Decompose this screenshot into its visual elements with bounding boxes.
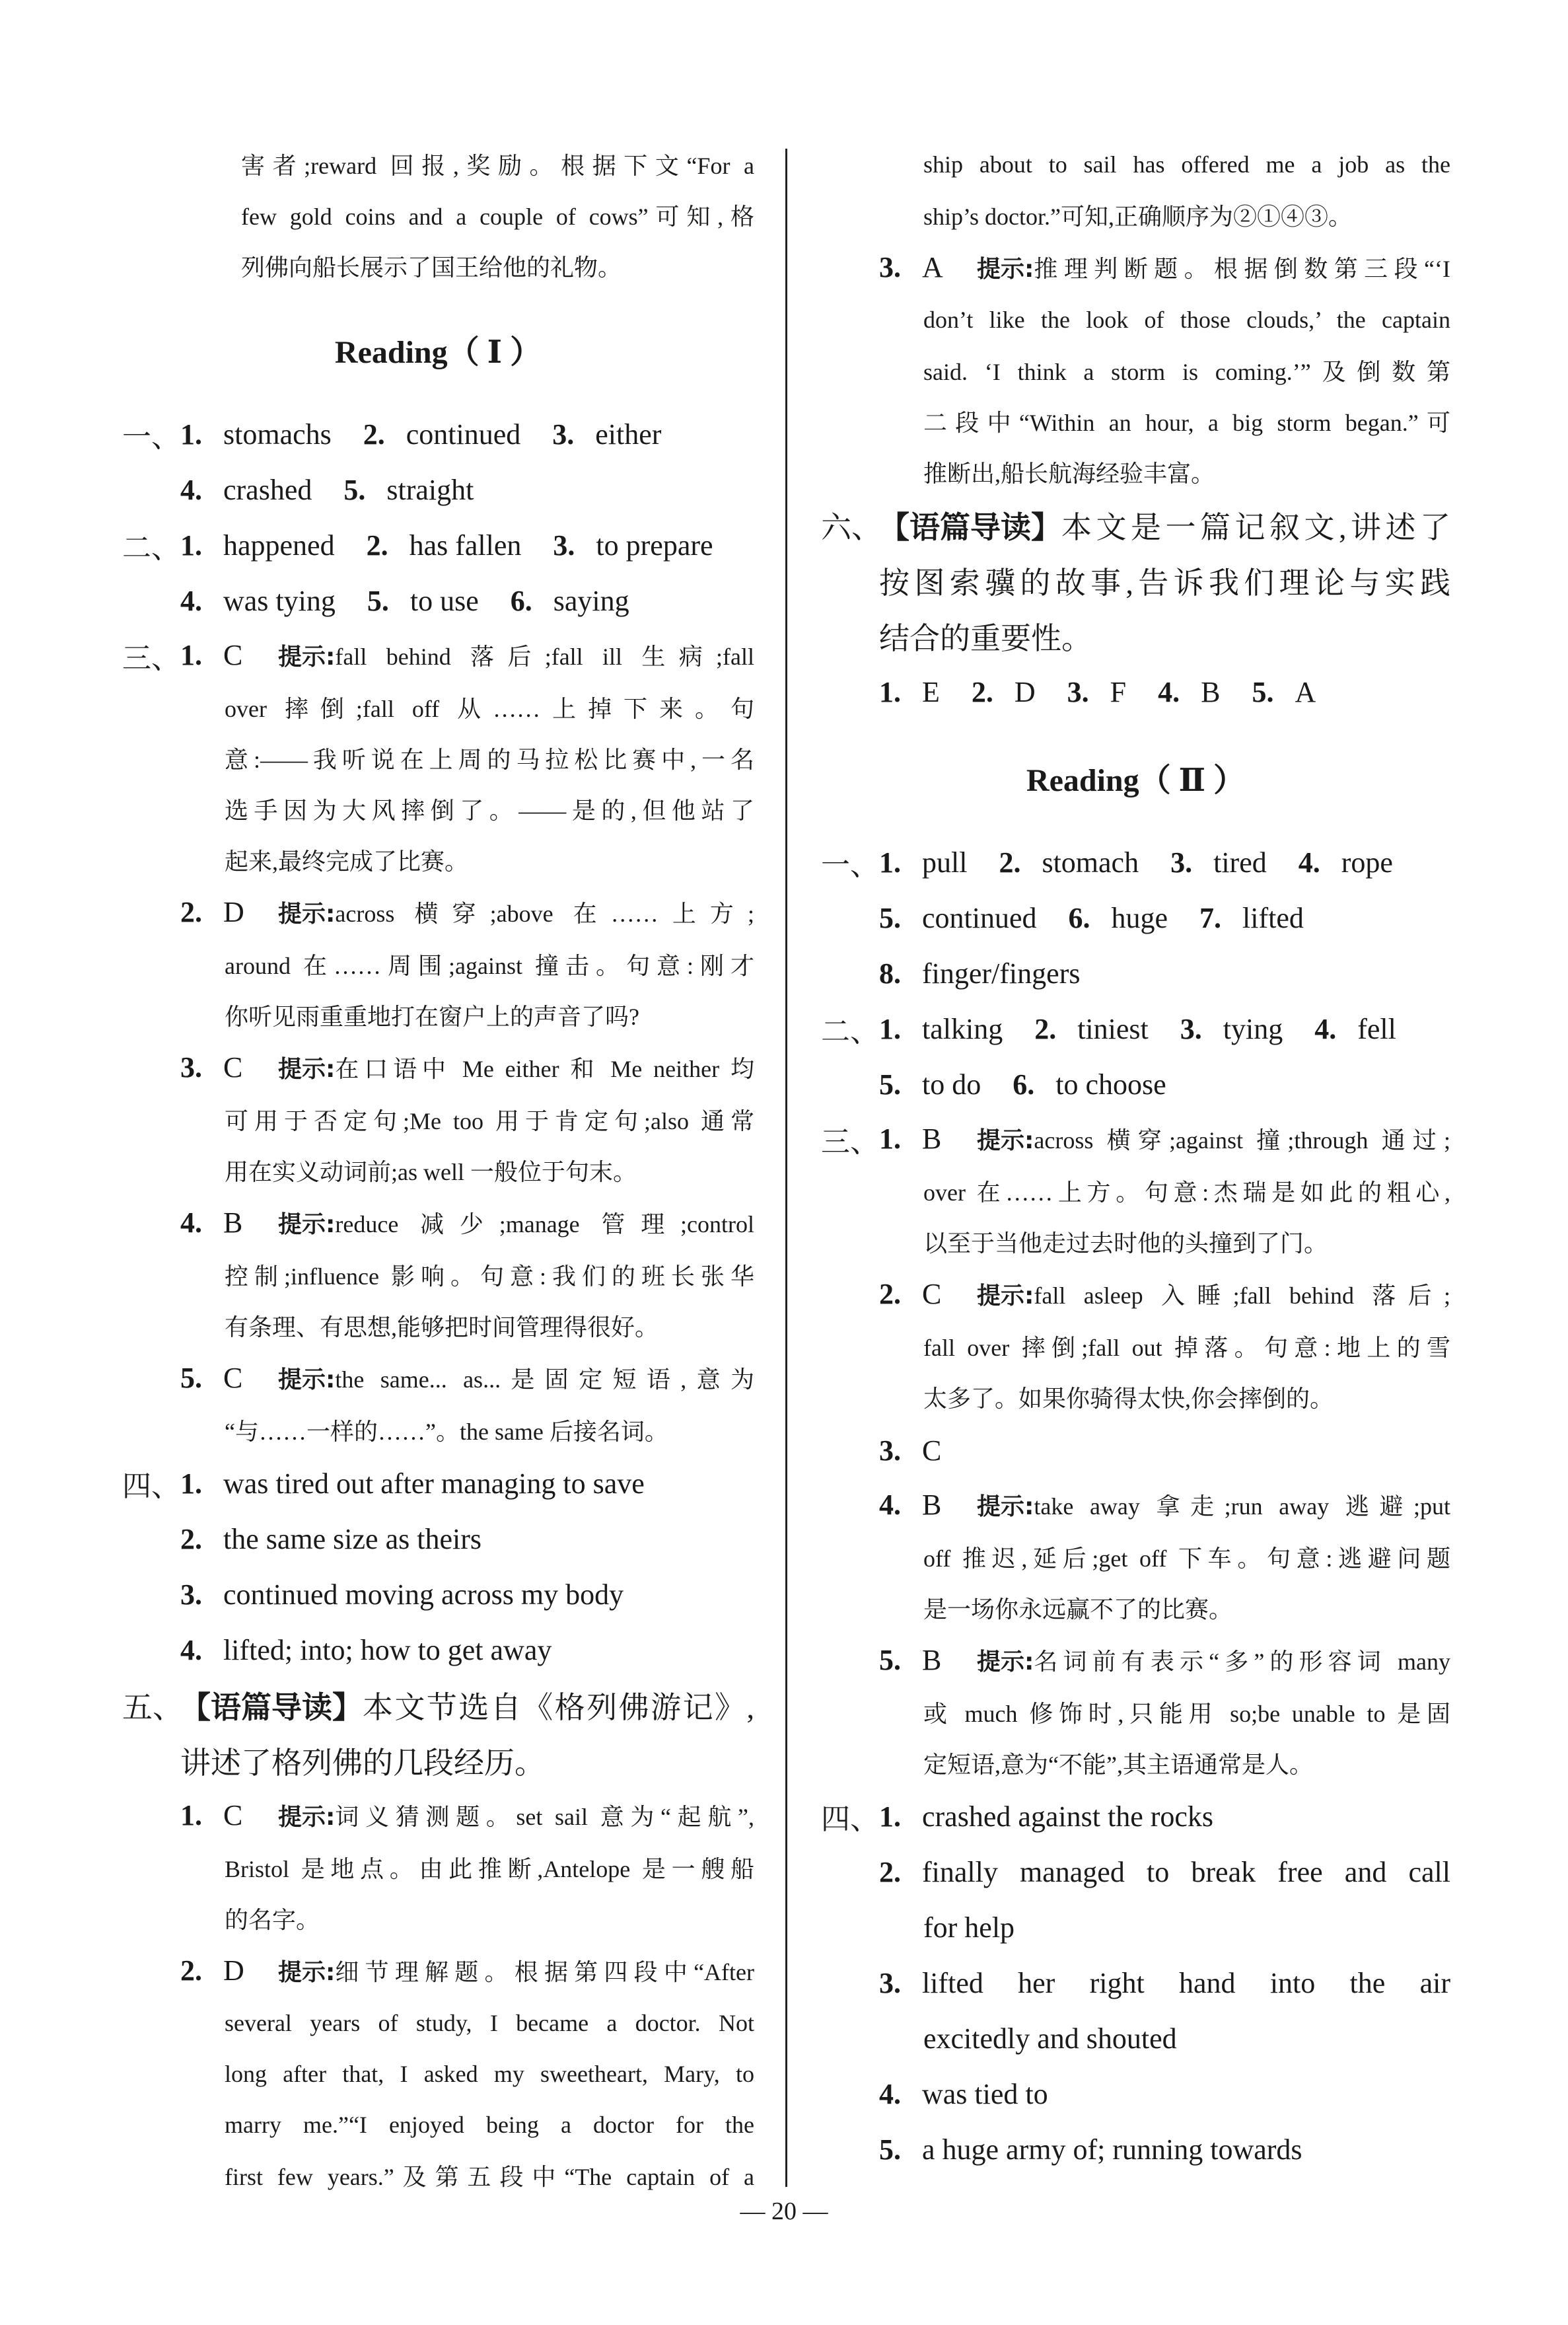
answer-text: to use xyxy=(410,584,479,617)
answer-choice: C xyxy=(922,1278,942,1310)
hint-text: 列佛向船长展示了国王给他的礼物。 xyxy=(241,254,622,281)
answer-item xyxy=(122,1196,754,1249)
answer-row xyxy=(122,573,754,628)
hint-text: ship’s doctor.”可知,正确顺序为②①④③。 xyxy=(923,203,1352,230)
hint-line xyxy=(821,1582,1450,1633)
hint-line xyxy=(821,1321,1450,1372)
question-number: 2. xyxy=(180,896,202,928)
answer-choice: C xyxy=(922,1434,942,1467)
hint-label: 提示: xyxy=(977,256,1034,283)
hint-line xyxy=(122,733,754,784)
answer-row xyxy=(821,664,1450,720)
answer-text: talking xyxy=(922,1012,1003,1045)
answer-choice: C xyxy=(223,1799,243,1831)
answer-text: crashed xyxy=(223,473,312,506)
answer-text: to do xyxy=(922,1068,981,1101)
answer-text: for help xyxy=(923,1911,1015,1944)
hint-text: over 在……上方。句意:杰瑞是如此的粗心, xyxy=(923,1179,1450,1206)
hint-text: 细节理解题。根据第四段中“After xyxy=(335,1959,754,1985)
hint-line xyxy=(122,990,754,1041)
answer-item xyxy=(821,1267,1450,1321)
hint-text: ship about to sail has offered me a job as the xyxy=(923,151,1450,178)
hint-line xyxy=(122,1997,754,2048)
hint-label: 提示: xyxy=(977,1127,1034,1154)
guide-line xyxy=(821,553,1450,609)
hint-text: fall over 摔倒;fall out 掉落。句意:地上的雪 xyxy=(923,1335,1450,1361)
hint-line xyxy=(122,1842,754,1893)
hint-line xyxy=(821,1738,1450,1789)
answer-item xyxy=(122,1944,754,1997)
answer-text: finally managed to break free and call xyxy=(922,1855,1450,1888)
answer-item xyxy=(821,1633,1450,1687)
question-number: 3. xyxy=(879,251,901,283)
hint-label: 提示: xyxy=(278,901,336,928)
answer-text: was tired out after managing to save xyxy=(223,1467,645,1500)
hint-text: 害者;reward 回报,奖励。根据下文“For a xyxy=(241,153,754,179)
hint-label: 提示: xyxy=(278,1056,336,1083)
answer-text: F xyxy=(1110,675,1127,708)
answer-choice: B xyxy=(223,1206,243,1239)
hint-line xyxy=(122,1094,754,1145)
answer-text: tired xyxy=(1213,846,1267,879)
hint-text: 控制;influence 影响。句意:我们的班长张华 xyxy=(225,1263,754,1290)
answer-text: excitedly and shouted xyxy=(923,2022,1177,2055)
hint-text: off 推迟,延后;get off 下车。句意:逃避问题 xyxy=(923,1545,1450,1572)
answer-text: stomachs xyxy=(223,418,332,451)
hint-line xyxy=(821,139,1450,190)
hint-line xyxy=(122,1300,754,1351)
answer-text: fell xyxy=(1357,1012,1396,1045)
answer-text: was tied to xyxy=(922,2077,1048,2110)
answer-text: lifted; into; how to get away xyxy=(223,1633,552,1666)
hint-text: 用在实义动词前;as well 一般位于句末。 xyxy=(225,1159,637,1185)
answer-text: to choose xyxy=(1055,1068,1166,1101)
hint-line xyxy=(122,1893,754,1944)
answer-text: either xyxy=(595,418,662,451)
hint-label: 提示: xyxy=(278,1804,336,1831)
question-number: 3. xyxy=(180,1578,202,1611)
answer-text: A xyxy=(1295,675,1316,708)
section-number: 五、 xyxy=(122,1691,183,1724)
hint-text: don’t like the look of those clouds,’ the captain xyxy=(923,306,1450,333)
hint-line xyxy=(821,1532,1450,1582)
answer-row xyxy=(821,890,1450,945)
hint-text: several years of study, I became a doctor. Not xyxy=(225,2009,754,2036)
guide-label: 【语篇导读】 xyxy=(180,1689,363,1725)
hint-text: 或 much 修饰时,只能用 so;be unable to 是固 xyxy=(923,1701,1450,1727)
question-number: 4. xyxy=(1298,846,1320,879)
hint-text: 在口语中 Me either 和 Me neither 均 xyxy=(335,1056,754,1082)
guide-text: 本文节选自《格列佛游记》, xyxy=(363,1691,754,1724)
hint-text: few gold coins and a couple of cows”可知,格 xyxy=(241,203,754,230)
answer-item xyxy=(821,1478,1450,1532)
question-number: 3. xyxy=(180,1051,202,1084)
question-number: 8. xyxy=(879,957,901,990)
question-number: 4. xyxy=(1314,1012,1337,1045)
guide-text: 讲述了格列佛的几段经历。 xyxy=(180,1746,545,1780)
answer-item xyxy=(821,1112,1450,1165)
hint-text: around 在……周围;against 撞击。句意:刚才 xyxy=(225,953,754,979)
question-number: 5. xyxy=(879,901,901,934)
answer-choice: C xyxy=(223,1051,243,1084)
question-number: 1. xyxy=(180,1799,202,1831)
question-number: 6. xyxy=(1013,1068,1035,1101)
hint-text: reduce 减少;manage 管理;control xyxy=(335,1211,754,1237)
answer-choice: B xyxy=(922,1644,942,1676)
section-heading: Reading（ Ⅱ ） xyxy=(1026,762,1246,798)
section-number: 四、 xyxy=(821,1803,879,1835)
hint-text: Bristol 是地点。由此推断,Antelope 是一艘船 xyxy=(225,1856,754,1882)
answer-text: a huge army of; running towards xyxy=(922,2133,1302,2166)
answer-text: the same size as theirs xyxy=(223,1522,481,1555)
guide-line xyxy=(821,609,1450,664)
question-number: 4. xyxy=(879,1489,901,1521)
answer-item xyxy=(821,2066,1450,2122)
left-column xyxy=(122,139,754,2201)
answer-choice: A xyxy=(922,251,943,283)
hint-line xyxy=(122,1145,754,1196)
question-number: 5. xyxy=(180,1362,202,1394)
hint-label: 提示: xyxy=(278,1366,336,1393)
hint-text: 定短语,意为“不能”,其主语通常是人。 xyxy=(923,1752,1313,1778)
hint-label: 提示: xyxy=(977,1282,1034,1310)
question-number: 5. xyxy=(879,2133,901,2166)
hint-text: 你听见雨重重地打在窗户上的声音了吗? xyxy=(225,1004,639,1030)
answer-item xyxy=(821,240,1450,294)
question-number: 1. xyxy=(879,1123,901,1155)
hint-line xyxy=(821,1165,1450,1216)
section-number: 三、 xyxy=(821,1125,879,1158)
hint-line xyxy=(122,139,754,190)
page-number: — 20 — xyxy=(740,2197,828,2225)
answer-text: continued moving across my body xyxy=(223,1578,624,1611)
hint-label: 提示: xyxy=(278,1211,336,1238)
answer-row xyxy=(122,517,754,573)
hint-line xyxy=(122,190,754,240)
hint-text: 推理判断题。根据倒数第三段“‘I xyxy=(1034,256,1450,282)
hint-text: fall behind 落后;fall ill 生病;fall xyxy=(335,644,754,670)
answer-choice: B xyxy=(922,1489,942,1521)
hint-text: over 摔倒;fall off 从……上掉下来。句 xyxy=(225,696,754,722)
question-number: 1. xyxy=(879,846,901,879)
question-number: 3. xyxy=(879,1434,901,1467)
answer-text: continued xyxy=(922,901,1037,934)
section-number: 三、 xyxy=(122,642,180,675)
hint-text: fall asleep 入睡;fall behind 落后; xyxy=(1034,1282,1450,1309)
question-number: 4. xyxy=(180,1206,202,1239)
hint-text: marry me.”“I enjoyed being a doctor for the xyxy=(225,2111,754,2138)
answer-row xyxy=(821,1056,1450,1112)
answer-item xyxy=(821,1955,1450,2011)
answer-text: E xyxy=(922,675,940,708)
question-number: 3. xyxy=(553,529,575,562)
hint-text: 太多了。如果你骑得太快,你会摔倒的。 xyxy=(923,1385,1334,1412)
answer-choice: C xyxy=(223,639,243,671)
reading-guide xyxy=(122,1678,754,1733)
guide-text: 结合的重要性。 xyxy=(879,622,1092,655)
answer-text: tiniest xyxy=(1077,1012,1149,1045)
question-number: 2. xyxy=(999,846,1021,879)
guide-text: 本文是一篇记叙文,讲述了 xyxy=(1061,511,1450,544)
answer-text: finger/fingers xyxy=(922,957,1081,990)
section-number: 六、 xyxy=(821,511,882,544)
answer-item xyxy=(122,1041,754,1094)
question-number: 4. xyxy=(180,1633,202,1666)
answer-item xyxy=(821,1844,1450,1900)
question-number: 4. xyxy=(879,2077,901,2110)
hint-text: said. ‘I think a storm is coming.’”及倒数第 xyxy=(923,359,1450,385)
reading-guide xyxy=(821,498,1450,553)
answer-text: was tying xyxy=(223,584,336,617)
hint-line xyxy=(122,939,754,990)
answer-text: lifted xyxy=(1242,901,1304,934)
question-number: 2. xyxy=(363,418,385,451)
hint-text: 是一场你永远赢不了的比赛。 xyxy=(923,1596,1233,1623)
question-number: 1. xyxy=(180,418,202,451)
question-number: 1. xyxy=(879,1012,901,1045)
answer-row xyxy=(821,834,1450,890)
question-number: 7. xyxy=(1199,901,1222,934)
guide-text: 按图索骥的故事,告诉我们理论与实践 xyxy=(879,566,1450,600)
answer-text: saying xyxy=(553,584,629,617)
question-number: 4. xyxy=(1158,675,1180,708)
question-number: 1. xyxy=(180,1467,202,1500)
hint-text: “与……一样的……”。the same 后接名词。 xyxy=(225,1419,668,1445)
section-number: 一、 xyxy=(821,849,879,881)
hint-line xyxy=(122,2048,754,2099)
answer-item xyxy=(122,1351,754,1405)
answer-row xyxy=(821,945,1450,1001)
answer-text: happened xyxy=(223,529,335,562)
answer-text: D xyxy=(1014,675,1036,708)
hint-line xyxy=(122,1405,754,1456)
section-number: 二、 xyxy=(821,1015,879,1048)
hint-text: 名词前有表示“多”的形容词 many xyxy=(1034,1648,1450,1675)
hint-line xyxy=(821,1216,1450,1267)
question-number: 2. xyxy=(180,1522,202,1555)
hint-text: across 横穿;above 在……上方; xyxy=(335,901,754,927)
answer-choice: B xyxy=(922,1123,942,1155)
question-number: 5. xyxy=(879,1068,901,1101)
section-number: 二、 xyxy=(122,532,180,564)
answer-item xyxy=(821,1789,1450,1844)
answer-text: continued xyxy=(406,418,521,451)
hint-text: 词义猜测题。set sail 意为“起航”, xyxy=(335,1804,754,1830)
right-column xyxy=(821,139,1450,2177)
answer-item xyxy=(122,1622,754,1678)
hint-line xyxy=(821,1372,1450,1422)
answer-text: B xyxy=(1201,675,1221,708)
answer-line xyxy=(821,1900,1450,1955)
hint-text: 选手因为大风摔倒了。——是的,但他站了 xyxy=(225,797,754,824)
answer-row xyxy=(821,1001,1450,1056)
answer-line xyxy=(821,2011,1450,2066)
hint-line xyxy=(122,682,754,733)
hint-label: 提示: xyxy=(977,1648,1034,1676)
hint-line xyxy=(821,294,1450,345)
question-number: 3. xyxy=(1170,846,1193,879)
answer-item xyxy=(122,1511,754,1567)
guide-label: 【语篇导读】 xyxy=(879,509,1061,545)
hint-text: 起来,最终完成了比赛。 xyxy=(225,848,469,875)
question-number: 4. xyxy=(180,473,202,506)
question-number: 2. xyxy=(971,675,993,708)
question-number: 2. xyxy=(1034,1012,1057,1045)
section-number: 一、 xyxy=(122,421,180,453)
question-number: 5. xyxy=(367,584,389,617)
answer-text: to prepare xyxy=(596,529,713,562)
section-number: 四、 xyxy=(122,1470,180,1502)
question-number: 6. xyxy=(510,584,532,617)
hint-text: 可用于否定句;Me too 用于肯定句;also 通常 xyxy=(225,1108,754,1134)
hint-line xyxy=(122,2099,754,2150)
hint-text: take away 拿走;run away 逃避;put xyxy=(1034,1493,1450,1520)
hint-text: 有条理、有思想,能够把时间管理得很好。 xyxy=(225,1314,659,1341)
answer-item xyxy=(122,628,754,682)
hint-line xyxy=(122,2150,754,2201)
question-number: 3. xyxy=(1180,1012,1202,1045)
hint-text: 的名字。 xyxy=(225,1907,320,1933)
question-number: 5. xyxy=(879,1644,901,1676)
hint-line xyxy=(122,834,754,885)
question-number: 3. xyxy=(1067,675,1089,708)
answer-text: lifted her right hand into the air xyxy=(922,1966,1450,1999)
answer-text: pull xyxy=(922,846,968,879)
answer-row xyxy=(122,406,754,462)
answer-text: stomach xyxy=(1042,846,1139,879)
hint-line xyxy=(821,345,1450,396)
hint-line xyxy=(122,1249,754,1300)
hint-label: 提示: xyxy=(278,1959,336,1986)
answer-text: crashed against the rocks xyxy=(922,1800,1214,1833)
hint-label: 提示: xyxy=(278,644,336,671)
hint-text: 二段中“Within an hour, a big storm began.”可 xyxy=(923,410,1450,436)
answer-item xyxy=(122,885,754,939)
question-number: 5. xyxy=(1252,675,1274,708)
question-number: 3. xyxy=(552,418,575,451)
hint-text: the same... as...是固定短语,意为 xyxy=(335,1366,754,1393)
answer-item xyxy=(821,2122,1450,2177)
question-number: 1. xyxy=(180,639,202,671)
hint-line xyxy=(821,1687,1450,1738)
answer-choice: C xyxy=(223,1362,243,1394)
answer-text: rope xyxy=(1341,846,1393,879)
question-number: 4. xyxy=(180,584,202,617)
question-number: 3. xyxy=(879,1966,901,1999)
answer-item xyxy=(821,1422,1450,1478)
answer-text: tying xyxy=(1223,1012,1283,1045)
answer-text: huge xyxy=(1111,901,1168,934)
hint-line xyxy=(821,396,1450,447)
answer-choice: D xyxy=(223,896,244,928)
answer-item xyxy=(122,1789,754,1842)
question-number: 1. xyxy=(879,1800,901,1833)
question-number: 2. xyxy=(879,1278,901,1310)
hint-text: 意:——我听说在上周的马拉松比赛中,一名 xyxy=(225,747,754,773)
hint-line xyxy=(122,240,754,291)
hint-text: long after that, I asked my sweetheart, Mary, to xyxy=(225,2060,754,2087)
hint-label: 提示: xyxy=(977,1493,1034,1520)
column-divider xyxy=(785,149,787,2187)
hint-text: across 横穿;against 撞;through 通过; xyxy=(1034,1127,1450,1154)
answer-row xyxy=(122,462,754,517)
answer-text: has fallen xyxy=(409,529,522,562)
answer-choice: D xyxy=(223,1954,244,1987)
guide-line xyxy=(122,1733,754,1789)
question-number: 6. xyxy=(1068,901,1090,934)
hint-text: 推断出,船长航海经验丰富。 xyxy=(923,461,1215,487)
question-number: 1. xyxy=(180,529,202,562)
question-number: 1. xyxy=(879,675,901,708)
hint-text: 以至于当他走过去时他的头撞到了门。 xyxy=(923,1230,1328,1257)
question-number: 2. xyxy=(366,529,388,562)
hint-line xyxy=(821,447,1450,498)
answer-item xyxy=(122,1456,754,1511)
hint-text: first few years.”及第五段中“The captain of a xyxy=(225,2164,754,2190)
question-number: 2. xyxy=(879,1855,901,1888)
hint-line xyxy=(821,190,1450,240)
hint-line xyxy=(122,784,754,834)
question-number: 2. xyxy=(180,1954,202,1987)
section-heading: Reading（ Ⅰ ） xyxy=(334,334,542,370)
answer-item xyxy=(122,1567,754,1622)
answer-text: straight xyxy=(386,473,474,506)
question-number: 5. xyxy=(343,473,366,506)
